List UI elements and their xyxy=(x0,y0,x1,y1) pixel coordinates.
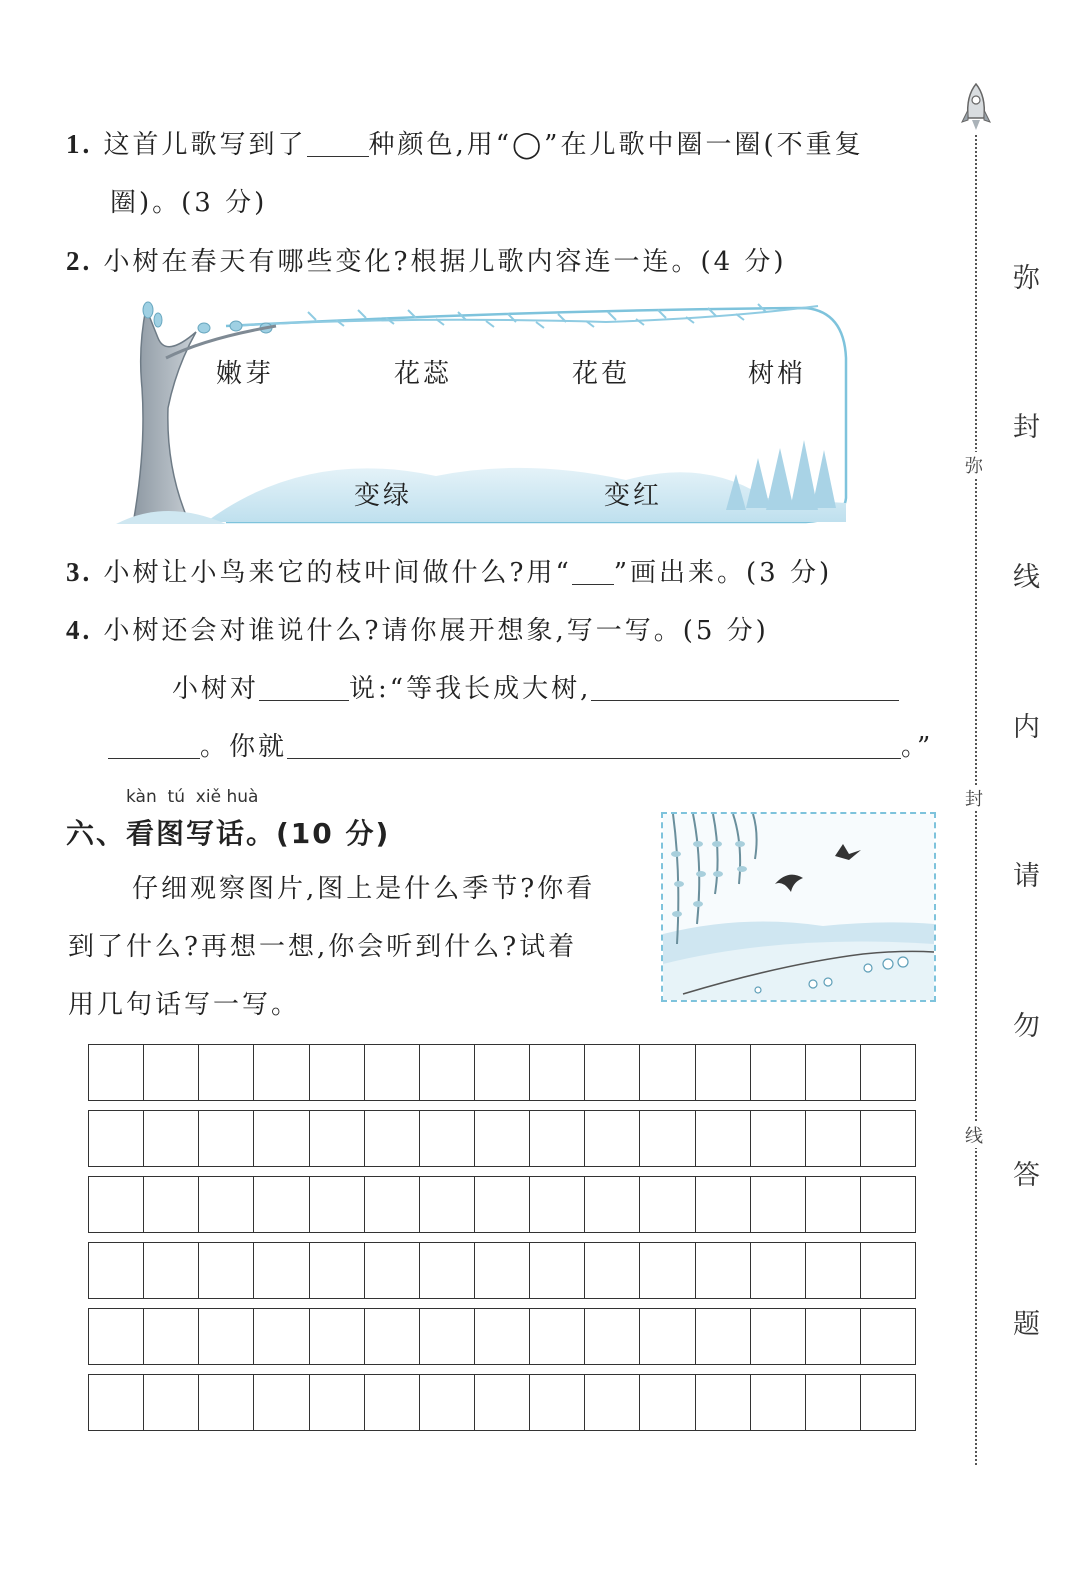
answer-prompt: 。你就 xyxy=(200,732,288,762)
word-bianhong[interactable]: 变红 xyxy=(604,481,663,511)
grid-row[interactable] xyxy=(88,1374,916,1431)
question-4-line-1 xyxy=(172,668,899,705)
section-6-title: 六、看图写话。(10 分) xyxy=(66,817,391,850)
question-text: 小树让小鸟来它的枝叶间做什么?用“ xyxy=(103,558,572,588)
tree-frame-illustration xyxy=(106,298,851,530)
answer-blank[interactable] xyxy=(287,734,901,759)
grid-row[interactable] xyxy=(88,1176,916,1233)
word-shushao[interactable]: 树梢 xyxy=(748,359,807,389)
margin-char: 线 xyxy=(1013,562,1040,593)
question-4-line-2 xyxy=(108,726,933,763)
grid-row[interactable] xyxy=(88,1242,916,1299)
question-number: 2. xyxy=(66,246,93,276)
instruction-line-2: 到了什么?再想一想,你会听到什么?试着 xyxy=(68,932,578,962)
question-text: ”画出来。(3 分) xyxy=(613,558,833,588)
margin-char: 请 xyxy=(1013,861,1040,892)
word-nenya[interactable]: 嫩芽 xyxy=(216,359,275,389)
answer-blank[interactable] xyxy=(259,676,349,701)
question-number: 4. xyxy=(66,615,93,645)
grid-row[interactable] xyxy=(88,1044,916,1101)
underline-sample xyxy=(572,560,614,585)
question-text: 种颜色,用“◯”在儿歌中圈一圈(不重复 xyxy=(368,130,864,160)
instruction-line-3: 用几句话写一写。 xyxy=(68,990,301,1020)
margin-char: 弥 xyxy=(1013,263,1040,294)
margin-char: 内 xyxy=(1013,712,1040,743)
question-text: 这首儿歌写到了 xyxy=(103,130,307,160)
spring-picture xyxy=(661,812,936,1002)
word-huabao[interactable]: 花苞 xyxy=(572,359,631,389)
grid-row[interactable] xyxy=(88,1308,916,1365)
answer-blank[interactable] xyxy=(108,734,200,759)
margin-char: 题 xyxy=(1013,1309,1040,1340)
answer-prompt: 说:“等我长成大树, xyxy=(349,674,592,704)
word-bianlv[interactable]: 变绿 xyxy=(354,481,413,511)
margin-char: 答 xyxy=(1013,1160,1040,1191)
margin-char: 勿 xyxy=(1013,1011,1040,1042)
writing-grid xyxy=(88,1044,916,1430)
seal-label-feng: 封 xyxy=(965,785,983,811)
word-huarui[interactable]: 花蕊 xyxy=(394,359,453,389)
answer-blank[interactable] xyxy=(307,132,369,157)
answer-blank[interactable] xyxy=(591,676,899,701)
question-number: 3. xyxy=(66,557,93,587)
question-1 xyxy=(66,124,864,161)
question-3 xyxy=(66,552,832,589)
section-6-pinyin: kàn tú xiě huà xyxy=(126,787,259,807)
instruction-line-1: 仔细观察图片,图上是什么季节?你看 xyxy=(132,874,596,904)
question-1-continued: 圈)。(3 分) xyxy=(110,188,268,218)
answer-prompt: 。” xyxy=(901,732,934,762)
seal-label-xian: 线 xyxy=(965,1122,983,1148)
matching-illustration xyxy=(106,298,851,530)
seal-label-mi: 弥 xyxy=(965,452,983,478)
question-2 xyxy=(66,241,787,278)
answer-prompt: 小树对 xyxy=(172,674,260,704)
rocket-icon xyxy=(958,82,994,134)
grid-row[interactable] xyxy=(88,1110,916,1167)
question-4 xyxy=(66,610,769,647)
question-text: 小树还会对谁说什么?请你展开想象,写一写。(5 分) xyxy=(103,616,769,646)
question-number: 1. xyxy=(66,129,93,159)
willow-swallow-illustration xyxy=(663,814,934,1000)
question-text: 小树在春天有哪些变化?根据儿歌内容连一连。(4 分) xyxy=(103,247,787,277)
margin-char: 封 xyxy=(1013,412,1040,443)
